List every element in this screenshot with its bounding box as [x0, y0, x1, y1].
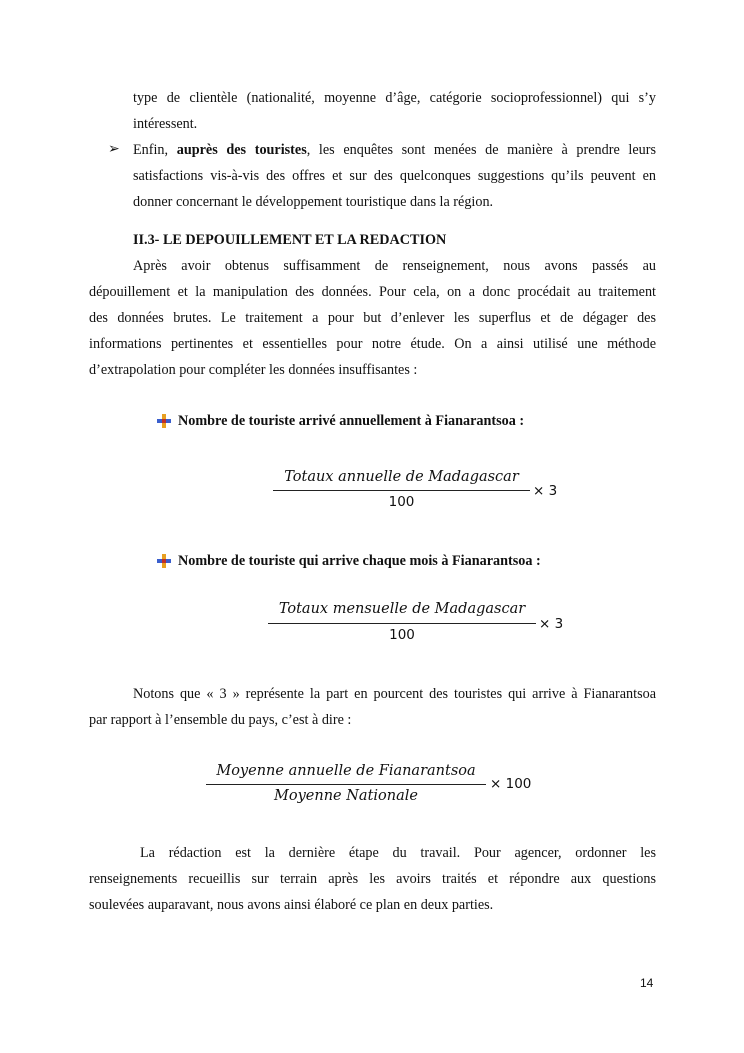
list-item: Nombre de touriste qui arrive chaque mois à Fianarantsoa : — [178, 553, 541, 569]
paragraph-line: La rédaction est la dernière étape du travail. Pour agencer, ordonner les — [140, 845, 656, 861]
paragraph-line — [133, 141, 656, 159]
paragraph-line: par rapport à l’ensemble du pays, c’est à dire : — [89, 712, 352, 728]
paragraph-line: intéressent. — [133, 116, 198, 132]
text-span: , les enquêtes sont menées de manière à prendre leurs — [306, 142, 656, 158]
formula-multiplier: × 3 — [533, 483, 558, 499]
paragraph-line: satisfactions vis-à-vis des offres et sur des quelconques suggestions qu’ils peuvent en — [133, 168, 656, 184]
formula-multiplier: × 3 — [539, 616, 564, 632]
section-heading: II.3- LE DEPOUILLEMENT ET LA REDACTION — [133, 232, 447, 248]
paragraph-line: dépouillement et la manipulation des données. Pour cela, on a donc procédait au traitement — [89, 284, 656, 300]
paragraph-line: Après avoir obtenus suffisamment de renseignement, nous avons passés au — [133, 258, 656, 274]
page-number: 14 — [640, 976, 654, 990]
formula-multiplier: × 100 — [490, 776, 532, 792]
paragraph-line: soulevées auparavant, nous avons ainsi élaboré ce plan en deux parties. — [89, 897, 494, 913]
cross-bullet-icon — [157, 414, 171, 428]
paragraph-line: informations pertinentes et essentielles pour notre étude. On a ainsi utilisé une méthode — [89, 336, 656, 352]
arrow-bullet-icon: ➢ — [108, 142, 120, 157]
paragraph-line: Notons que « 3 » représente la part en pourcent des touristes qui arrive à Fianarantsoa — [133, 686, 656, 702]
formula-numerator: Totaux mensuelle de Madagascar — [278, 601, 526, 617]
formula-denominator: 100 — [388, 494, 415, 510]
paragraph-line: renseignements recueillis sur terrain après les avoirs traités et répondre aux questions — [89, 871, 656, 887]
fraction-bar — [268, 623, 536, 624]
formula-denominator: Moyenne Nationale — [274, 788, 418, 804]
bold-text: auprès des touristes — [176, 142, 307, 158]
formula-denominator: 100 — [389, 627, 415, 643]
cross-bullet-icon — [157, 554, 171, 568]
fraction-bar — [273, 490, 530, 491]
text-span: Enfin, — [133, 142, 177, 158]
paragraph-line: des données brutes. Le traitement a pour but d’enlever les superflus et de dégager des — [89, 310, 656, 326]
formula-numerator: Moyenne annuelle de Fianarantsoa — [216, 763, 476, 779]
formula-numerator: Totaux annuelle de Madagascar — [284, 469, 519, 485]
list-item: Nombre de touriste arrivé annuellement à Fianarantsoa : — [178, 413, 525, 429]
paragraph-line: type de clientèle (nationalité, moyenne d’âge, catégorie socioprofessionnel) qui s’y — [133, 90, 656, 106]
paragraph-line: donner concernant le développement touristique dans la région. — [133, 194, 494, 210]
fraction-bar — [206, 784, 486, 785]
paragraph-line: d’extrapolation pour compléter les données insuffisantes : — [89, 362, 418, 378]
